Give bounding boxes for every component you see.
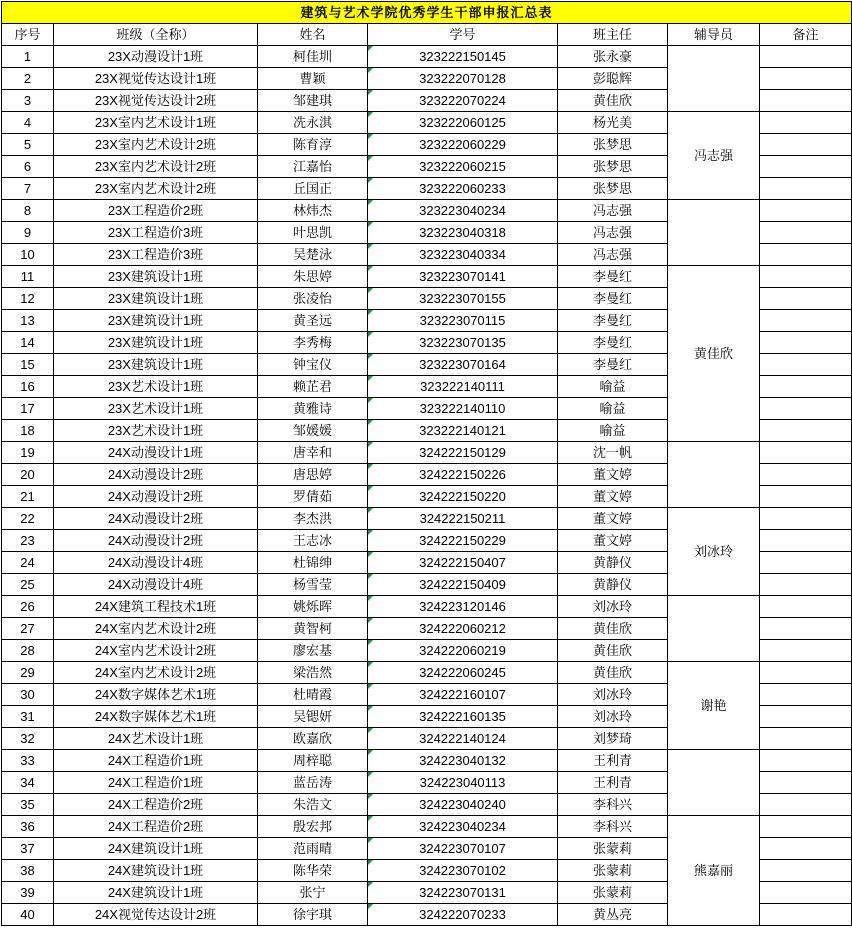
cell-counselor: 黄佳欣 — [668, 266, 760, 442]
cell-student-id: 324223070102 — [368, 860, 558, 882]
cell-student-id: 323223070155 — [368, 288, 558, 310]
cell-name: 赖芷君 — [258, 376, 368, 398]
table-row — [2, 46, 852, 68]
cell-student-id: 323222140111 — [368, 376, 558, 398]
cell-class-teacher: 王利青 — [558, 772, 668, 794]
cell-counselor: 谢艳 — [668, 662, 760, 750]
cell-student-id: 323222060233 — [368, 178, 558, 200]
cell-class-teacher: 刘冰玲 — [558, 706, 668, 728]
cell-student-id: 323223070164 — [368, 354, 558, 376]
cell-class: 24X建筑设计1班 — [54, 838, 258, 860]
cell-counselor: 冯志强 — [668, 112, 760, 200]
cell-name: 陈育淳 — [258, 134, 368, 156]
cell-seq: 25 — [2, 574, 54, 596]
cell-counselor — [668, 596, 760, 662]
cell-student-id: 323222060229 — [368, 134, 558, 156]
cell-student-id: 323223070141 — [368, 266, 558, 288]
cell-remark — [760, 794, 852, 816]
cell-class: 24X建筑设计1班 — [54, 860, 258, 882]
cell-class: 23X建筑设计1班 — [54, 266, 258, 288]
cell-seq: 31 — [2, 706, 54, 728]
cell-seq: 32 — [2, 728, 54, 750]
cell-class: 23X艺术设计1班 — [54, 398, 258, 420]
cell-remark — [760, 398, 852, 420]
cell-class: 24X动漫设计2班 — [54, 464, 258, 486]
cell-remark — [760, 684, 852, 706]
cell-counselor: 熊嘉丽 — [668, 816, 760, 926]
cell-remark — [760, 618, 852, 640]
cell-class-teacher: 刘冰玲 — [558, 684, 668, 706]
cell-class: 23X艺术设计1班 — [54, 420, 258, 442]
cell-seq: 38 — [2, 860, 54, 882]
cell-class: 23X室内艺术设计2班 — [54, 156, 258, 178]
cell-student-id: 323222070224 — [368, 90, 558, 112]
cell-student-id: 324222150129 — [368, 442, 558, 464]
cell-name: 周梓聪 — [258, 750, 368, 772]
cell-class-teacher: 黄佳欣 — [558, 90, 668, 112]
cell-name: 杜晴霞 — [258, 684, 368, 706]
cell-student-id: 323222070128 — [368, 68, 558, 90]
cell-class: 23X室内艺术设计2班 — [54, 178, 258, 200]
cell-name: 林炜杰 — [258, 200, 368, 222]
cell-remark — [760, 860, 852, 882]
cell-seq: 27 — [2, 618, 54, 640]
cell-class-teacher: 喻益 — [558, 398, 668, 420]
spreadsheet-sheet — [0, 1, 819, 941]
table-row — [2, 112, 852, 134]
cell-name: 李秀梅 — [258, 332, 368, 354]
cell-seq: 20 — [2, 464, 54, 486]
cell-remark — [760, 376, 852, 398]
cell-seq: 15 — [2, 354, 54, 376]
cell-student-id: 323223040234 — [368, 200, 558, 222]
cell-seq: 4 — [2, 112, 54, 134]
cell-name: 黄圣远 — [258, 310, 368, 332]
cell-student-id: 324223040240 — [368, 794, 558, 816]
cell-student-id: 324222150409 — [368, 574, 558, 596]
cell-remark — [760, 266, 852, 288]
cell-name: 柯佳圳 — [258, 46, 368, 68]
cell-class-teacher: 李曼红 — [558, 310, 668, 332]
cell-remark — [760, 772, 852, 794]
cell-class-teacher: 彭聪辉 — [558, 68, 668, 90]
cell-class: 24X动漫设计2班 — [54, 530, 258, 552]
cell-class: 24X数字媒体艺术1班 — [54, 706, 258, 728]
cell-name: 冼永淇 — [258, 112, 368, 134]
cell-class: 24X动漫设计2班 — [54, 508, 258, 530]
cell-name: 廖宏基 — [258, 640, 368, 662]
cell-class-teacher: 董文婷 — [558, 530, 668, 552]
table-row — [2, 750, 852, 772]
cell-name: 范雨晴 — [258, 838, 368, 860]
cell-class-teacher: 张蒙莉 — [558, 838, 668, 860]
cell-seq: 5 — [2, 134, 54, 156]
cell-student-id: 323223070135 — [368, 332, 558, 354]
cell-remark — [760, 486, 852, 508]
cell-remark — [760, 706, 852, 728]
cell-class-teacher: 张梦思 — [558, 156, 668, 178]
cell-seq: 14 — [2, 332, 54, 354]
cell-seq: 24 — [2, 552, 54, 574]
cell-class-teacher: 黄佳欣 — [558, 618, 668, 640]
cell-remark — [760, 750, 852, 772]
cell-remark — [760, 640, 852, 662]
cell-seq: 23 — [2, 530, 54, 552]
table-row — [2, 816, 852, 838]
cell-class: 24X艺术设计1班 — [54, 728, 258, 750]
cell-student-id: 323222060125 — [368, 112, 558, 134]
cell-class-teacher: 董文婷 — [558, 486, 668, 508]
cell-class: 23X建筑设计1班 — [54, 354, 258, 376]
cell-class: 23X建筑设计1班 — [54, 332, 258, 354]
cell-class-teacher: 张蒙莉 — [558, 882, 668, 904]
cell-student-id: 324222060219 — [368, 640, 558, 662]
cell-class-teacher: 黄佳欣 — [558, 640, 668, 662]
cell-seq: 35 — [2, 794, 54, 816]
cell-student-id: 323223040334 — [368, 244, 558, 266]
cell-student-id: 323223040318 — [368, 222, 558, 244]
cell-student-id: 324222150407 — [368, 552, 558, 574]
cell-seq: 19 — [2, 442, 54, 464]
cell-seq: 12 — [2, 288, 54, 310]
cell-remark — [760, 442, 852, 464]
cell-class-teacher: 李曼红 — [558, 288, 668, 310]
cell-remark — [760, 112, 852, 134]
cell-remark — [760, 90, 852, 112]
cell-class-teacher: 黄佳欣 — [558, 662, 668, 684]
cell-name: 梁浩然 — [258, 662, 368, 684]
cell-class: 24X视觉传达设计2班 — [54, 904, 258, 926]
cell-class-teacher: 李曼红 — [558, 354, 668, 376]
cell-class: 23X工程造价2班 — [54, 200, 258, 222]
cell-student-id: 324222140124 — [368, 728, 558, 750]
cell-name: 黄雅诗 — [258, 398, 368, 420]
column-header-name: 姓名 — [258, 24, 368, 46]
cell-remark — [760, 904, 852, 926]
cell-name: 邹媛媛 — [258, 420, 368, 442]
cell-student-id: 324223070107 — [368, 838, 558, 860]
cell-student-id: 324223120146 — [368, 596, 558, 618]
cell-class: 24X室内艺术设计2班 — [54, 640, 258, 662]
cell-seq: 30 — [2, 684, 54, 706]
cell-seq: 2 — [2, 68, 54, 90]
cell-class: 24X数字媒体艺术1班 — [54, 684, 258, 706]
cell-class: 23X室内艺术设计1班 — [54, 112, 258, 134]
cell-class-teacher: 冯志强 — [558, 200, 668, 222]
cell-class: 24X工程造价1班 — [54, 750, 258, 772]
cell-remark — [760, 596, 852, 618]
cell-name: 陈华荣 — [258, 860, 368, 882]
cell-class-teacher: 黄静仪 — [558, 552, 668, 574]
cell-class-teacher: 喻益 — [558, 376, 668, 398]
cell-seq: 3 — [2, 90, 54, 112]
cell-student-id: 324222150226 — [368, 464, 558, 486]
cell-seq: 8 — [2, 200, 54, 222]
cell-student-id: 324223040132 — [368, 750, 558, 772]
cell-class-teacher: 董文婷 — [558, 464, 668, 486]
cell-class-teacher: 王利青 — [558, 750, 668, 772]
cell-seq: 28 — [2, 640, 54, 662]
cell-class-teacher: 黄静仪 — [558, 574, 668, 596]
cell-seq: 39 — [2, 882, 54, 904]
cell-class-teacher: 黄丛亮 — [558, 904, 668, 926]
cell-remark — [760, 178, 852, 200]
cell-remark — [760, 222, 852, 244]
cell-seq: 21 — [2, 486, 54, 508]
column-header-student-id: 学号 — [368, 24, 558, 46]
cell-remark — [760, 310, 852, 332]
cell-student-id: 323222140121 — [368, 420, 558, 442]
cell-remark — [760, 156, 852, 178]
cell-class-teacher: 喻益 — [558, 420, 668, 442]
cell-remark — [760, 508, 852, 530]
cell-class-teacher: 刘冰玲 — [558, 596, 668, 618]
cell-class: 23X室内艺术设计2班 — [54, 134, 258, 156]
cell-seq: 13 — [2, 310, 54, 332]
cell-remark — [760, 354, 852, 376]
cell-name: 欧嘉欣 — [258, 728, 368, 750]
cell-student-id: 323222150145 — [368, 46, 558, 68]
cell-student-id: 323222140110 — [368, 398, 558, 420]
table-header-row — [2, 24, 852, 46]
cell-remark — [760, 816, 852, 838]
summary-table — [1, 1, 852, 926]
table-row — [2, 596, 852, 618]
cell-student-id: 323222060215 — [368, 156, 558, 178]
cell-seq: 7 — [2, 178, 54, 200]
cell-class: 23X动漫设计1班 — [54, 46, 258, 68]
cell-remark — [760, 420, 852, 442]
cell-student-id: 324222160107 — [368, 684, 558, 706]
cell-seq: 34 — [2, 772, 54, 794]
cell-seq: 11 — [2, 266, 54, 288]
cell-student-id: 324222150220 — [368, 486, 558, 508]
cell-student-id: 324223040113 — [368, 772, 558, 794]
cell-class: 23X视觉传达设计1班 — [54, 68, 258, 90]
cell-student-id: 324222060212 — [368, 618, 558, 640]
cell-student-id: 324222150229 — [368, 530, 558, 552]
cell-class: 24X工程造价1班 — [54, 772, 258, 794]
cell-counselor — [668, 46, 760, 112]
cell-seq: 1 — [2, 46, 54, 68]
cell-name: 叶思凯 — [258, 222, 368, 244]
cell-name: 丘国正 — [258, 178, 368, 200]
cell-name: 邹建琪 — [258, 90, 368, 112]
cell-name: 杜锦绅 — [258, 552, 368, 574]
cell-seq: 17 — [2, 398, 54, 420]
column-header-class-teacher: 班主任 — [558, 24, 668, 46]
cell-seq: 36 — [2, 816, 54, 838]
table-row — [2, 266, 852, 288]
cell-counselor — [668, 200, 760, 266]
cell-class: 24X建筑工程技术1班 — [54, 596, 258, 618]
cell-name: 唐思婷 — [258, 464, 368, 486]
cell-seq: 16 — [2, 376, 54, 398]
cell-class: 23X建筑设计1班 — [54, 288, 258, 310]
cell-name: 李杰洪 — [258, 508, 368, 530]
cell-class: 24X动漫设计4班 — [54, 574, 258, 596]
cell-class-teacher: 李曼红 — [558, 266, 668, 288]
cell-remark — [760, 882, 852, 904]
cell-remark — [760, 530, 852, 552]
cell-remark — [760, 134, 852, 156]
cell-class-teacher: 冯志强 — [558, 222, 668, 244]
table-title-row — [2, 2, 852, 24]
cell-name: 朱思婷 — [258, 266, 368, 288]
cell-seq: 40 — [2, 904, 54, 926]
cell-seq: 22 — [2, 508, 54, 530]
cell-class: 23X工程造价3班 — [54, 244, 258, 266]
cell-name: 曹颖 — [258, 68, 368, 90]
cell-class-teacher: 张梦思 — [558, 178, 668, 200]
cell-class-teacher: 张永豪 — [558, 46, 668, 68]
cell-seq: 26 — [2, 596, 54, 618]
cell-remark — [760, 68, 852, 90]
cell-remark — [760, 332, 852, 354]
cell-remark — [760, 288, 852, 310]
cell-remark — [760, 244, 852, 266]
cell-student-id: 324222150211 — [368, 508, 558, 530]
table-row — [2, 442, 852, 464]
cell-class: 24X室内艺术设计2班 — [54, 618, 258, 640]
cell-remark — [760, 574, 852, 596]
cell-seq: 18 — [2, 420, 54, 442]
cell-class: 24X建筑设计1班 — [54, 882, 258, 904]
cell-name: 吴锶妍 — [258, 706, 368, 728]
cell-remark — [760, 46, 852, 68]
cell-seq: 37 — [2, 838, 54, 860]
cell-name: 钟宝仪 — [258, 354, 368, 376]
cell-name: 张宁 — [258, 882, 368, 904]
cell-remark — [760, 838, 852, 860]
cell-remark — [760, 464, 852, 486]
cell-seq: 9 — [2, 222, 54, 244]
cell-class: 23X工程造价3班 — [54, 222, 258, 244]
column-header-class: 班级（全称） — [54, 24, 258, 46]
column-header-counselor: 辅导员 — [668, 24, 760, 46]
cell-class: 24X动漫设计4班 — [54, 552, 258, 574]
cell-seq: 10 — [2, 244, 54, 266]
cell-seq: 33 — [2, 750, 54, 772]
cell-name: 黄智柯 — [258, 618, 368, 640]
table-row — [2, 662, 852, 684]
cell-name: 蓝岳涛 — [258, 772, 368, 794]
cell-student-id: 324222060245 — [368, 662, 558, 684]
document-title: 建筑与艺术学院优秀学生干部申报汇总表 — [2, 2, 852, 24]
cell-seq: 29 — [2, 662, 54, 684]
cell-class-teacher: 李科兴 — [558, 794, 668, 816]
cell-name: 姚烁晖 — [258, 596, 368, 618]
table-row — [2, 200, 852, 222]
cell-class: 24X动漫设计2班 — [54, 486, 258, 508]
cell-class-teacher: 张梦思 — [558, 134, 668, 156]
cell-class: 24X工程造价2班 — [54, 816, 258, 838]
cell-name: 张凌怡 — [258, 288, 368, 310]
cell-class-teacher: 董文婷 — [558, 508, 668, 530]
cell-counselor — [668, 750, 760, 816]
cell-name: 杨雪莹 — [258, 574, 368, 596]
cell-counselor — [668, 442, 760, 508]
cell-class-teacher: 刘梦琦 — [558, 728, 668, 750]
cell-class-teacher: 张蒙莉 — [558, 860, 668, 882]
cell-student-id: 324222070233 — [368, 904, 558, 926]
cell-name: 朱浩文 — [258, 794, 368, 816]
cell-name: 徐宇琪 — [258, 904, 368, 926]
cell-student-id: 324223040234 — [368, 816, 558, 838]
cell-remark — [760, 200, 852, 222]
cell-name: 唐幸和 — [258, 442, 368, 464]
cell-class: 23X艺术设计1班 — [54, 376, 258, 398]
cell-class: 23X建筑设计1班 — [54, 310, 258, 332]
cell-class-teacher: 沈一帆 — [558, 442, 668, 464]
cell-class-teacher: 李科兴 — [558, 816, 668, 838]
cell-student-id: 323223070115 — [368, 310, 558, 332]
cell-class: 24X室内艺术设计2班 — [54, 662, 258, 684]
cell-name: 殷宏邦 — [258, 816, 368, 838]
cell-student-id: 324222160135 — [368, 706, 558, 728]
cell-name: 罗倩茹 — [258, 486, 368, 508]
cell-remark — [760, 662, 852, 684]
cell-class: 24X动漫设计1班 — [54, 442, 258, 464]
cell-remark — [760, 728, 852, 750]
table-row — [2, 508, 852, 530]
cell-seq: 6 — [2, 156, 54, 178]
cell-name: 王志冰 — [258, 530, 368, 552]
cell-class-teacher: 冯志强 — [558, 244, 668, 266]
cell-counselor: 刘冰玲 — [668, 508, 760, 596]
cell-student-id: 324223070131 — [368, 882, 558, 904]
cell-class-teacher: 杨光美 — [558, 112, 668, 134]
column-header-remark: 备注 — [760, 24, 852, 46]
cell-name: 吴楚泳 — [258, 244, 368, 266]
cell-class: 24X工程造价2班 — [54, 794, 258, 816]
cell-name: 江嘉怡 — [258, 156, 368, 178]
column-header-seq: 序号 — [2, 24, 54, 46]
cell-remark — [760, 552, 852, 574]
cell-class-teacher: 李曼红 — [558, 332, 668, 354]
cell-class: 23X视觉传达设计2班 — [54, 90, 258, 112]
